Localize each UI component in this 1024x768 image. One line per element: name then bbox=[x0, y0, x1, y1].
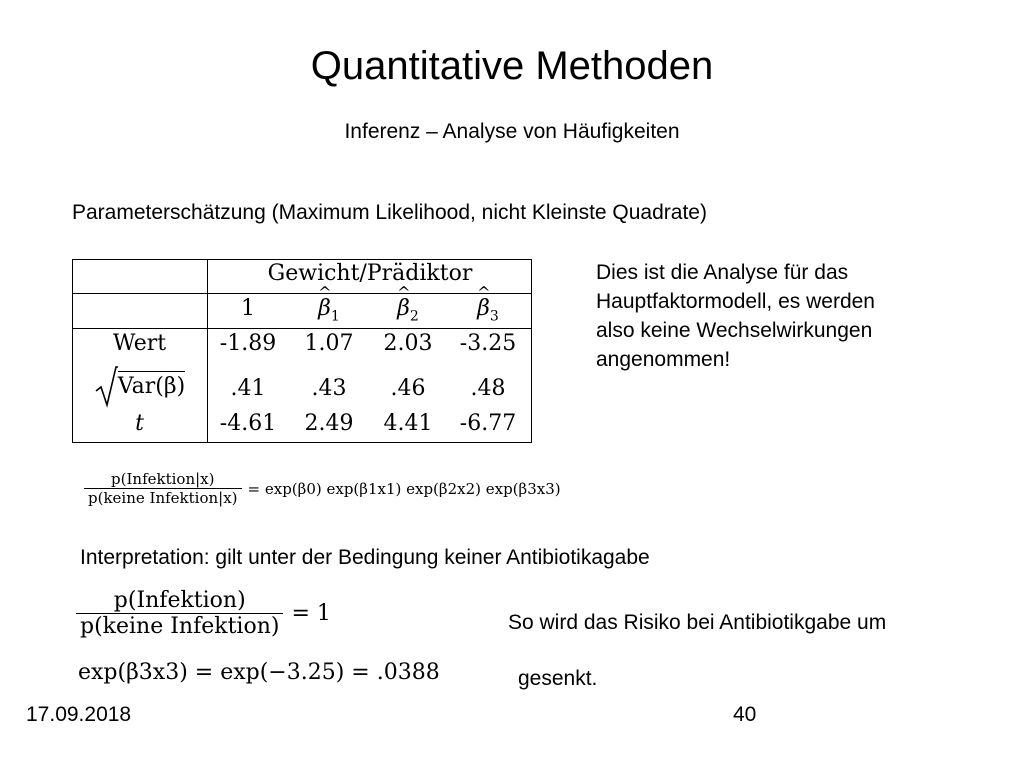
table-cell: -3.25 bbox=[459, 331, 517, 356]
baseline-fraction bbox=[76, 588, 283, 639]
estimates-table bbox=[72, 259, 532, 443]
table-cell: .48 bbox=[470, 376, 506, 401]
risk-text-continued: gesenkt. bbox=[518, 667, 598, 690]
note-line: angenommen! bbox=[596, 348, 731, 371]
table-cell: .43 bbox=[311, 376, 347, 401]
column-header-intercept: 1 bbox=[241, 296, 255, 321]
table-cell: 2.49 bbox=[304, 411, 354, 436]
odds-numerator: p(Infektion|x) bbox=[111, 470, 215, 488]
baseline-numerator: p(Infektion) bbox=[113, 588, 246, 613]
note-line: Hauptfaktormodell, es werden bbox=[596, 290, 875, 313]
table-cell: .41 bbox=[230, 376, 266, 401]
odds-denominator: p(keine Infektion|x) bbox=[88, 489, 238, 507]
note-line: Dies ist die Analyse für das bbox=[596, 261, 849, 284]
slide-date: 17.09.2018 bbox=[26, 703, 132, 726]
slide-title: Quantitative Methoden bbox=[310, 44, 714, 88]
table-rule bbox=[72, 328, 532, 329]
page-number: 40 bbox=[733, 703, 757, 726]
column-header-beta3: ^ $\beta_3$ bbox=[477, 283, 499, 325]
row-label-wert: Wert bbox=[112, 331, 167, 356]
effect-formula: exp(β3x3) = exp(−3.25) = .0388 bbox=[78, 660, 440, 685]
note-line: also keine Wechselwirkungen bbox=[596, 319, 873, 342]
parameter-heading: Parameterschätzung (Maximum Likelihood, nicht Kleinste Quadrate) bbox=[72, 201, 707, 224]
baseline-denominator: p(keine Infektion) bbox=[80, 614, 280, 639]
table-rule bbox=[72, 293, 532, 294]
model-note bbox=[596, 258, 976, 374]
table-cell: -6.77 bbox=[459, 411, 517, 436]
interpretation-text: Interpretation: gilt unter der Bedingung keiner Antibiotikagabe bbox=[80, 546, 650, 569]
slide-subtitle: Inferenz – Analyse von Häufigkeiten bbox=[344, 120, 680, 143]
table-cell: -4.61 bbox=[219, 411, 277, 436]
table-group-header: Gewicht/Prädiktor bbox=[267, 261, 473, 286]
odds-formula bbox=[84, 470, 561, 507]
baseline-rhs: = 1 bbox=[291, 601, 331, 626]
table-cell: 4.41 bbox=[383, 411, 433, 436]
square-root-icon bbox=[94, 365, 118, 409]
odds-fraction bbox=[84, 470, 242, 507]
table-cell: -1.89 bbox=[219, 331, 277, 356]
row-label-std-error: Var(β) bbox=[72, 365, 207, 409]
odds-rhs: = exp(β0) exp(β1x1) exp(β2x2) exp(β3x3) bbox=[247, 479, 561, 498]
table-cell: 2.03 bbox=[383, 331, 433, 356]
baseline-odds-formula bbox=[76, 588, 331, 639]
risk-text: So wird das Risiko bei Antibiotikgabe um bbox=[508, 611, 887, 634]
column-header-beta1: ^ $\beta_1$ bbox=[318, 283, 340, 325]
column-header-beta2: ^ $\beta_2$ bbox=[397, 283, 419, 325]
table-cell: 1.07 bbox=[304, 331, 354, 356]
table-cell: .46 bbox=[390, 376, 426, 401]
row-label-t: t bbox=[135, 411, 144, 436]
